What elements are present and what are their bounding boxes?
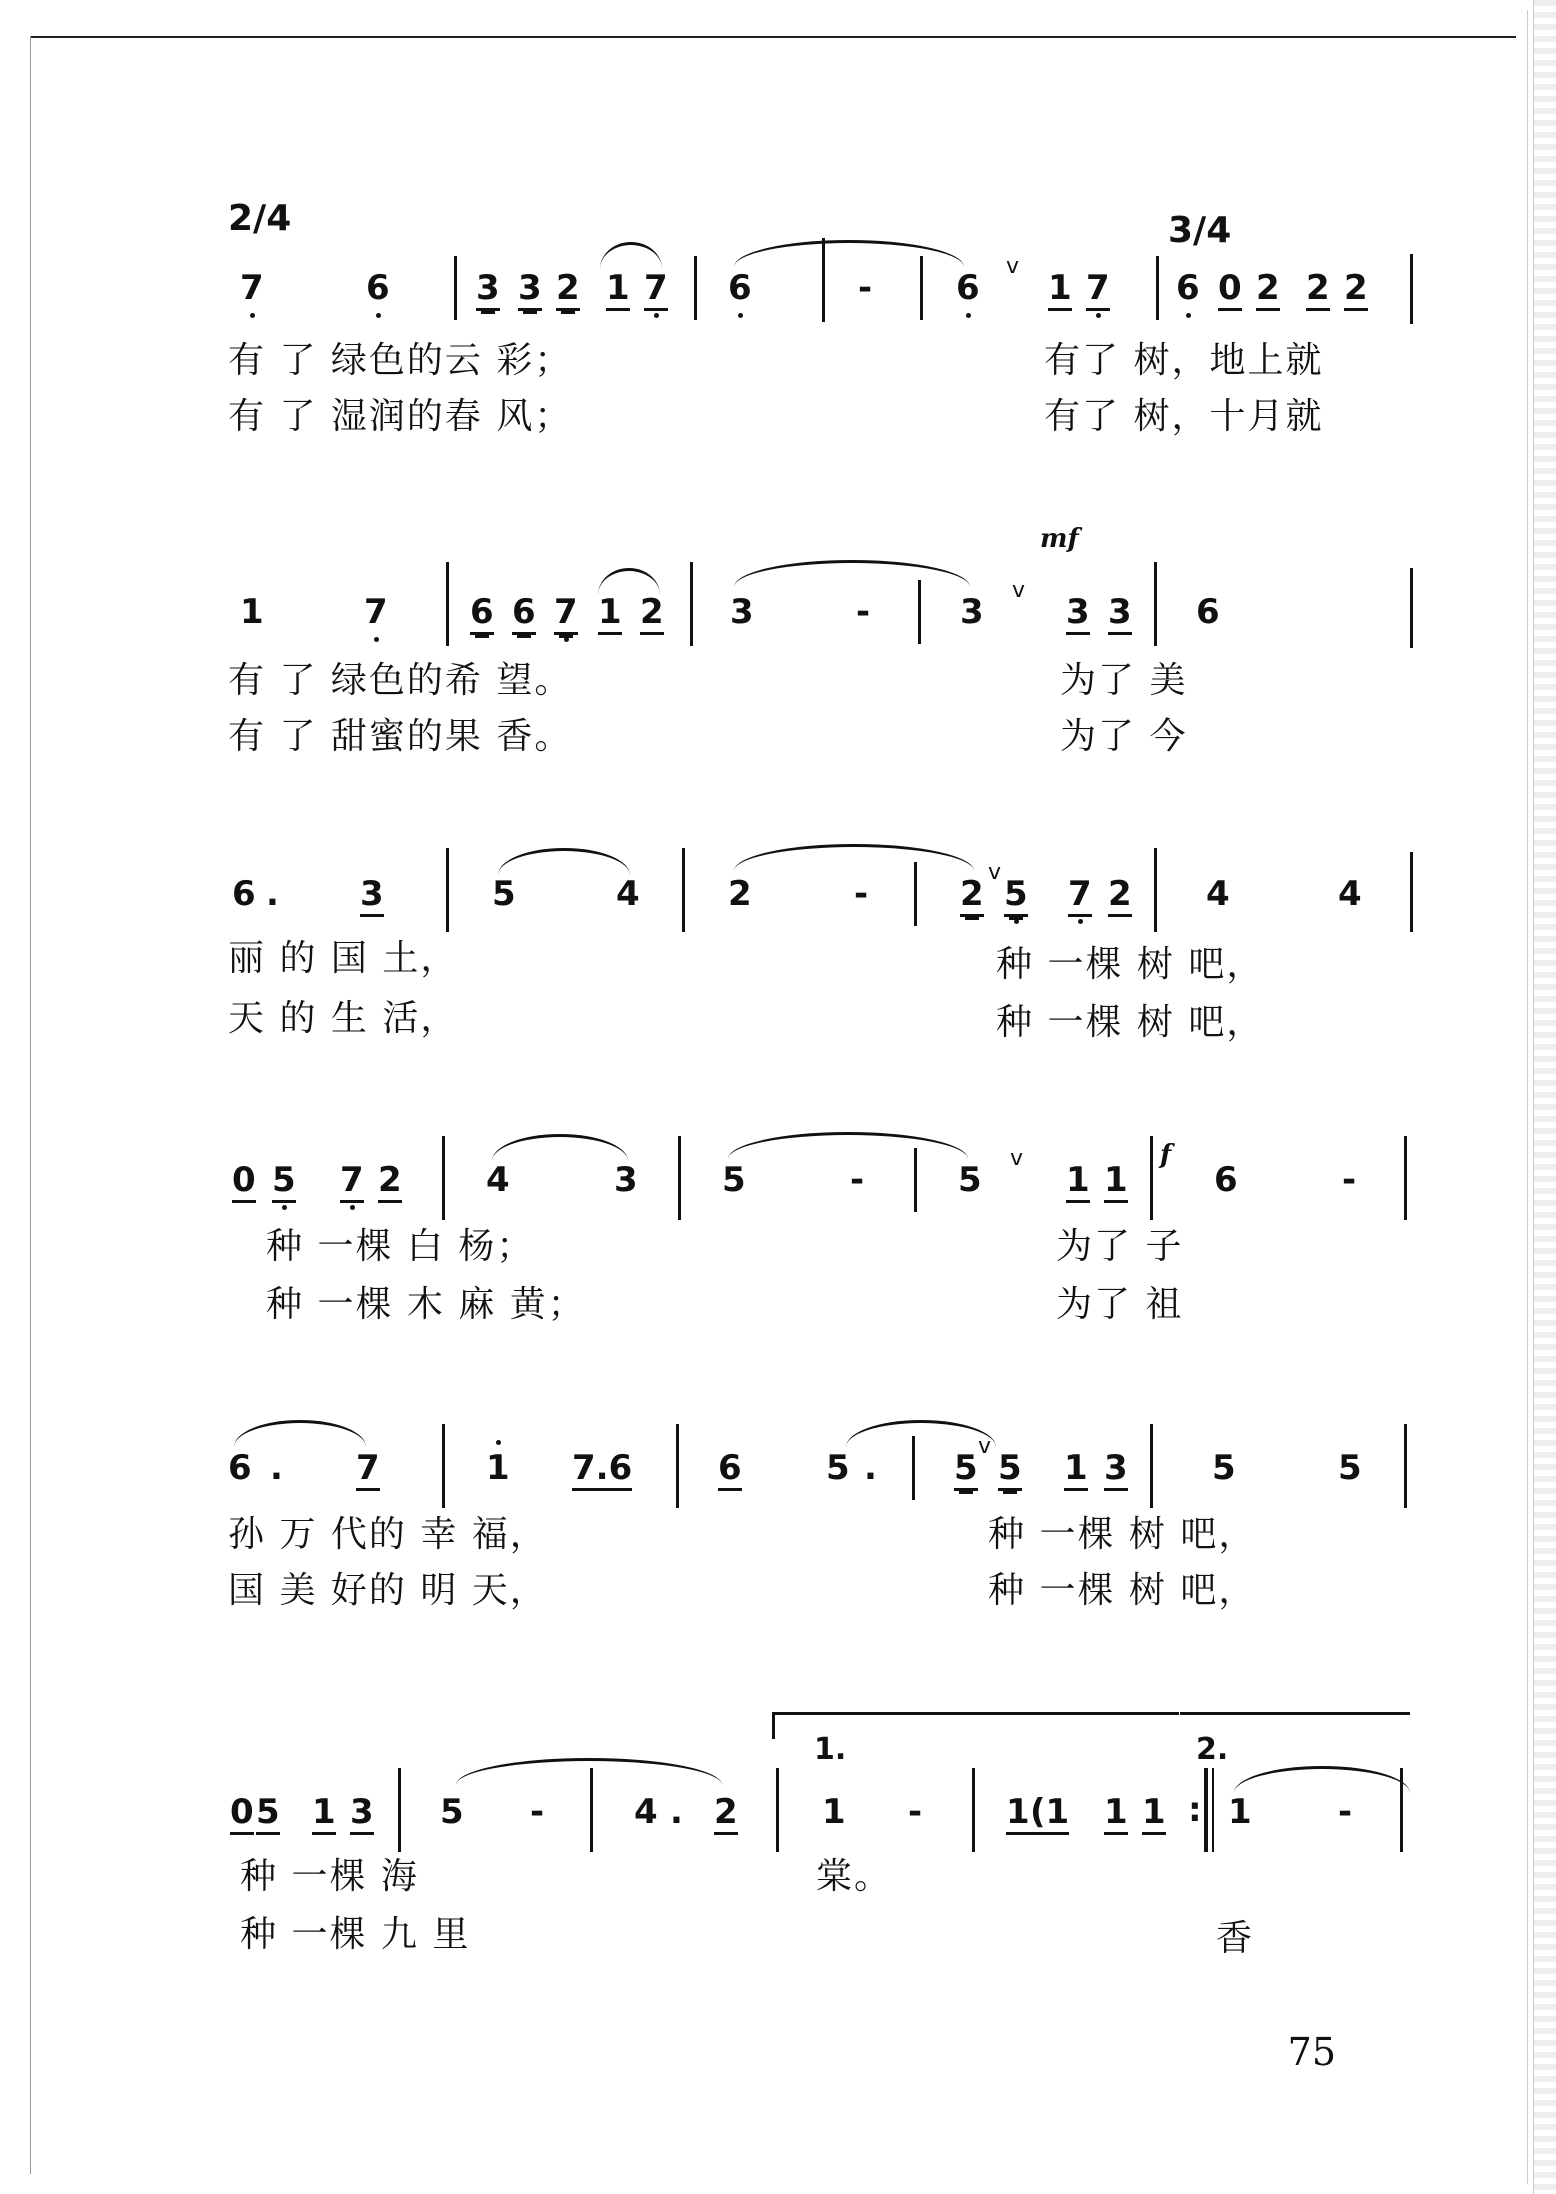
slur (492, 1134, 628, 1161)
note: 1 (1064, 1448, 1088, 1491)
dash: - (1338, 1792, 1353, 1832)
lyric-verse-1: 有 了 绿色的云 彩； (228, 340, 573, 381)
note: 1 (1006, 1792, 1030, 1835)
note: 3 (1104, 1448, 1128, 1491)
note: 3 (730, 592, 754, 632)
barline (776, 1768, 779, 1852)
barline (1150, 1136, 1153, 1220)
note: 5 (440, 1792, 464, 1832)
lyric-verse-2: 种 一棵 木 麻 黄； (266, 1284, 586, 1325)
note: 3 (1066, 592, 1090, 635)
note: 1 (1142, 1792, 1166, 1835)
note: 7 (240, 268, 264, 308)
barline (678, 1136, 681, 1220)
note: 2 (378, 1160, 402, 1203)
dash: - (856, 592, 871, 632)
note: 1 (598, 592, 622, 635)
lyric-verse-2: 国 美 好的 明 天， (228, 1570, 548, 1611)
dot: . (670, 1792, 683, 1832)
dash: - (908, 1792, 923, 1832)
barline (442, 1424, 445, 1508)
note: 5 (826, 1448, 850, 1488)
note: 1 (312, 1792, 336, 1835)
note: 5 (958, 1160, 982, 1200)
note: 2 (728, 874, 752, 914)
lyric-verse-1: 有 了 绿色的希 望。 (228, 660, 573, 701)
lyric-verse-2: 种 一棵 九 里 (240, 1914, 471, 1955)
barline (972, 1768, 975, 1852)
lyric-verse-1: 有了 树，地上就 (1044, 340, 1324, 381)
note: 1 (1048, 268, 1072, 311)
barline (914, 1148, 917, 1212)
note: 3 (360, 874, 384, 917)
note: 4 (1206, 874, 1230, 914)
note: 5 (272, 1160, 296, 1203)
note: 5 (1338, 1448, 1362, 1488)
note: 3 (350, 1792, 374, 1835)
page-right-border (1527, 10, 1528, 2184)
lyric-verse-2: 为了 祖 (1056, 1284, 1184, 1325)
note: 0 (232, 1160, 256, 1203)
note: 4 (616, 874, 640, 914)
note: (1 (1030, 1792, 1069, 1835)
note: 6 (1176, 268, 1200, 308)
barline (920, 256, 923, 320)
note: 1 (1104, 1160, 1128, 1203)
note: 6 (956, 268, 980, 308)
dot: . (266, 874, 279, 914)
note: 1 (822, 1792, 846, 1832)
note: 2 (640, 592, 664, 635)
barline (446, 562, 449, 646)
lyric-verse-2: 有 了 甜蜜的果 香。 (228, 716, 573, 757)
note: 2 (1306, 268, 1330, 311)
lyric-verse-2: 为了 今 (1060, 716, 1188, 757)
barline (446, 848, 449, 932)
slur (846, 1420, 996, 1447)
lyric-verse-1: 为了 子 (1056, 1226, 1184, 1267)
barline (1410, 568, 1413, 648)
note: 1 (486, 1448, 510, 1488)
barline (682, 848, 685, 932)
note: 7 (554, 592, 578, 635)
barline (822, 238, 825, 322)
barline (398, 1768, 401, 1852)
note: 6 (1214, 1160, 1238, 1200)
note: 5 (998, 1448, 1022, 1491)
barline (1400, 1768, 1403, 1852)
note: 6 (512, 592, 536, 635)
note: 3 (960, 592, 984, 632)
slur (600, 242, 662, 269)
time-signature-3-4: 3/4 (1168, 210, 1232, 251)
page-edge-strip (1533, 0, 1556, 2194)
note: 4 (486, 1160, 510, 1200)
note: 7 (356, 1448, 380, 1491)
dash: - (530, 1792, 545, 1832)
repeat-barline-thin (1212, 1768, 1214, 1852)
dynamic-mark-f: f (1160, 1140, 1172, 1170)
barline (1410, 254, 1413, 324)
slur (456, 1758, 722, 1785)
barline (590, 1768, 593, 1852)
note: 5 (954, 1448, 978, 1491)
note: 7 (340, 1160, 364, 1203)
note: 4 (1338, 874, 1362, 914)
time-signature-2-4: 2/4 (228, 198, 292, 239)
volta-label-1: 1. (814, 1732, 847, 1767)
note: 6 (728, 268, 752, 308)
note: 4 (634, 1792, 658, 1832)
breath-mark: v (1006, 254, 1020, 279)
slur (734, 560, 970, 587)
barline (914, 862, 917, 926)
barline (1156, 256, 1159, 320)
note: 7 (1068, 874, 1092, 917)
note: 5 (1004, 874, 1028, 917)
note: 1 (240, 592, 264, 632)
lyric-verse-1: 为了 美 (1060, 660, 1188, 701)
note: 2 (714, 1792, 738, 1835)
slur (734, 844, 974, 871)
lyric-verse-1: 孙 万 代的 幸 福， (228, 1514, 548, 1555)
breath-mark: v (1012, 578, 1026, 603)
note: 1 (1228, 1792, 1252, 1832)
lyric-verse-2: 有 了 湿润的春 风； (228, 396, 573, 437)
page-top-border (30, 36, 1516, 38)
note: 6 (366, 268, 390, 308)
slur (234, 1420, 366, 1447)
note: 3 (476, 268, 500, 311)
breath-mark: v (978, 1434, 992, 1459)
barline (1404, 1424, 1407, 1508)
barline (918, 580, 921, 644)
barline (1154, 562, 1157, 646)
repeat-dots: : (1188, 1790, 1202, 1830)
note: 2 (1108, 874, 1132, 917)
note: 0 (1218, 268, 1242, 311)
note: 6 (1196, 592, 1220, 632)
slur (498, 848, 630, 875)
breath-mark: v (1010, 1146, 1024, 1171)
note: 2 (556, 268, 580, 311)
lyric-verse-2: 种 一棵 树 吧， (996, 1002, 1265, 1043)
lyric-verse-1: 种 一棵 树 吧， (988, 1514, 1257, 1555)
note: 5 (256, 1792, 280, 1835)
note: 5 (1212, 1448, 1236, 1488)
lyric-verse-2: 种 一棵 树 吧， (988, 1570, 1257, 1611)
barline (676, 1424, 679, 1508)
note: 6 (718, 1448, 742, 1491)
note: 6 (232, 874, 256, 914)
dash: - (850, 1160, 865, 1200)
note: 7 (1086, 268, 1110, 311)
barline (442, 1136, 445, 1220)
note: 3 (1108, 592, 1132, 635)
breath-mark: v (988, 860, 1002, 885)
lyric-verse-1: 丽 的 国 土， (228, 938, 459, 979)
dash: - (858, 268, 873, 308)
note: 5 (722, 1160, 746, 1200)
barline (694, 256, 697, 320)
slur (728, 1132, 968, 1159)
lyric-verse-2: 香 (1216, 1918, 1255, 1959)
note: 6 (470, 592, 494, 635)
page-number: 75 (1287, 2030, 1336, 2074)
dot: . (270, 1448, 283, 1488)
barline (1150, 1424, 1153, 1508)
lyric-verse-1: 种 一棵 树 吧， (996, 944, 1265, 985)
lyric-verse-2: 天 的 生 活， (228, 998, 459, 1039)
note: 7 (644, 268, 668, 311)
lyric-verse-1: 种 一棵 海 (240, 1856, 419, 1897)
dash: - (854, 874, 869, 914)
slur (1234, 1766, 1410, 1793)
barline (454, 256, 457, 320)
barline (912, 1436, 915, 1500)
barline (1410, 852, 1413, 932)
repeat-barline (1204, 1768, 1208, 1852)
note: 2 (1256, 268, 1280, 311)
dot: . (864, 1448, 877, 1488)
dynamic-mark-mf: mf (1040, 524, 1079, 554)
note: 0 (230, 1792, 254, 1835)
volta-label-2: 2. (1196, 1732, 1229, 1767)
lyric-verse-1: 棠。 (816, 1856, 893, 1897)
note: 2 (960, 874, 984, 917)
note: 7.6 (572, 1448, 632, 1491)
note: 6 (228, 1448, 252, 1488)
slur (734, 240, 964, 267)
slur (598, 568, 660, 595)
note: 7 (364, 592, 388, 632)
note: 2 (1344, 268, 1368, 311)
lyric-verse-2: 有了 树，十月就 (1044, 396, 1324, 437)
note: 1 (606, 268, 630, 311)
note: 3 (518, 268, 542, 311)
note: 5 (492, 874, 516, 914)
barline (1154, 848, 1157, 932)
dash: - (1342, 1160, 1357, 1200)
note: 1 (1066, 1160, 1090, 1203)
lyric-verse-1: 种 一棵 白 杨； (266, 1226, 535, 1267)
note: 3 (614, 1160, 638, 1200)
barline (690, 562, 693, 646)
page-left-border (30, 36, 31, 2174)
note: 1 (1104, 1792, 1128, 1835)
barline (1404, 1136, 1407, 1220)
